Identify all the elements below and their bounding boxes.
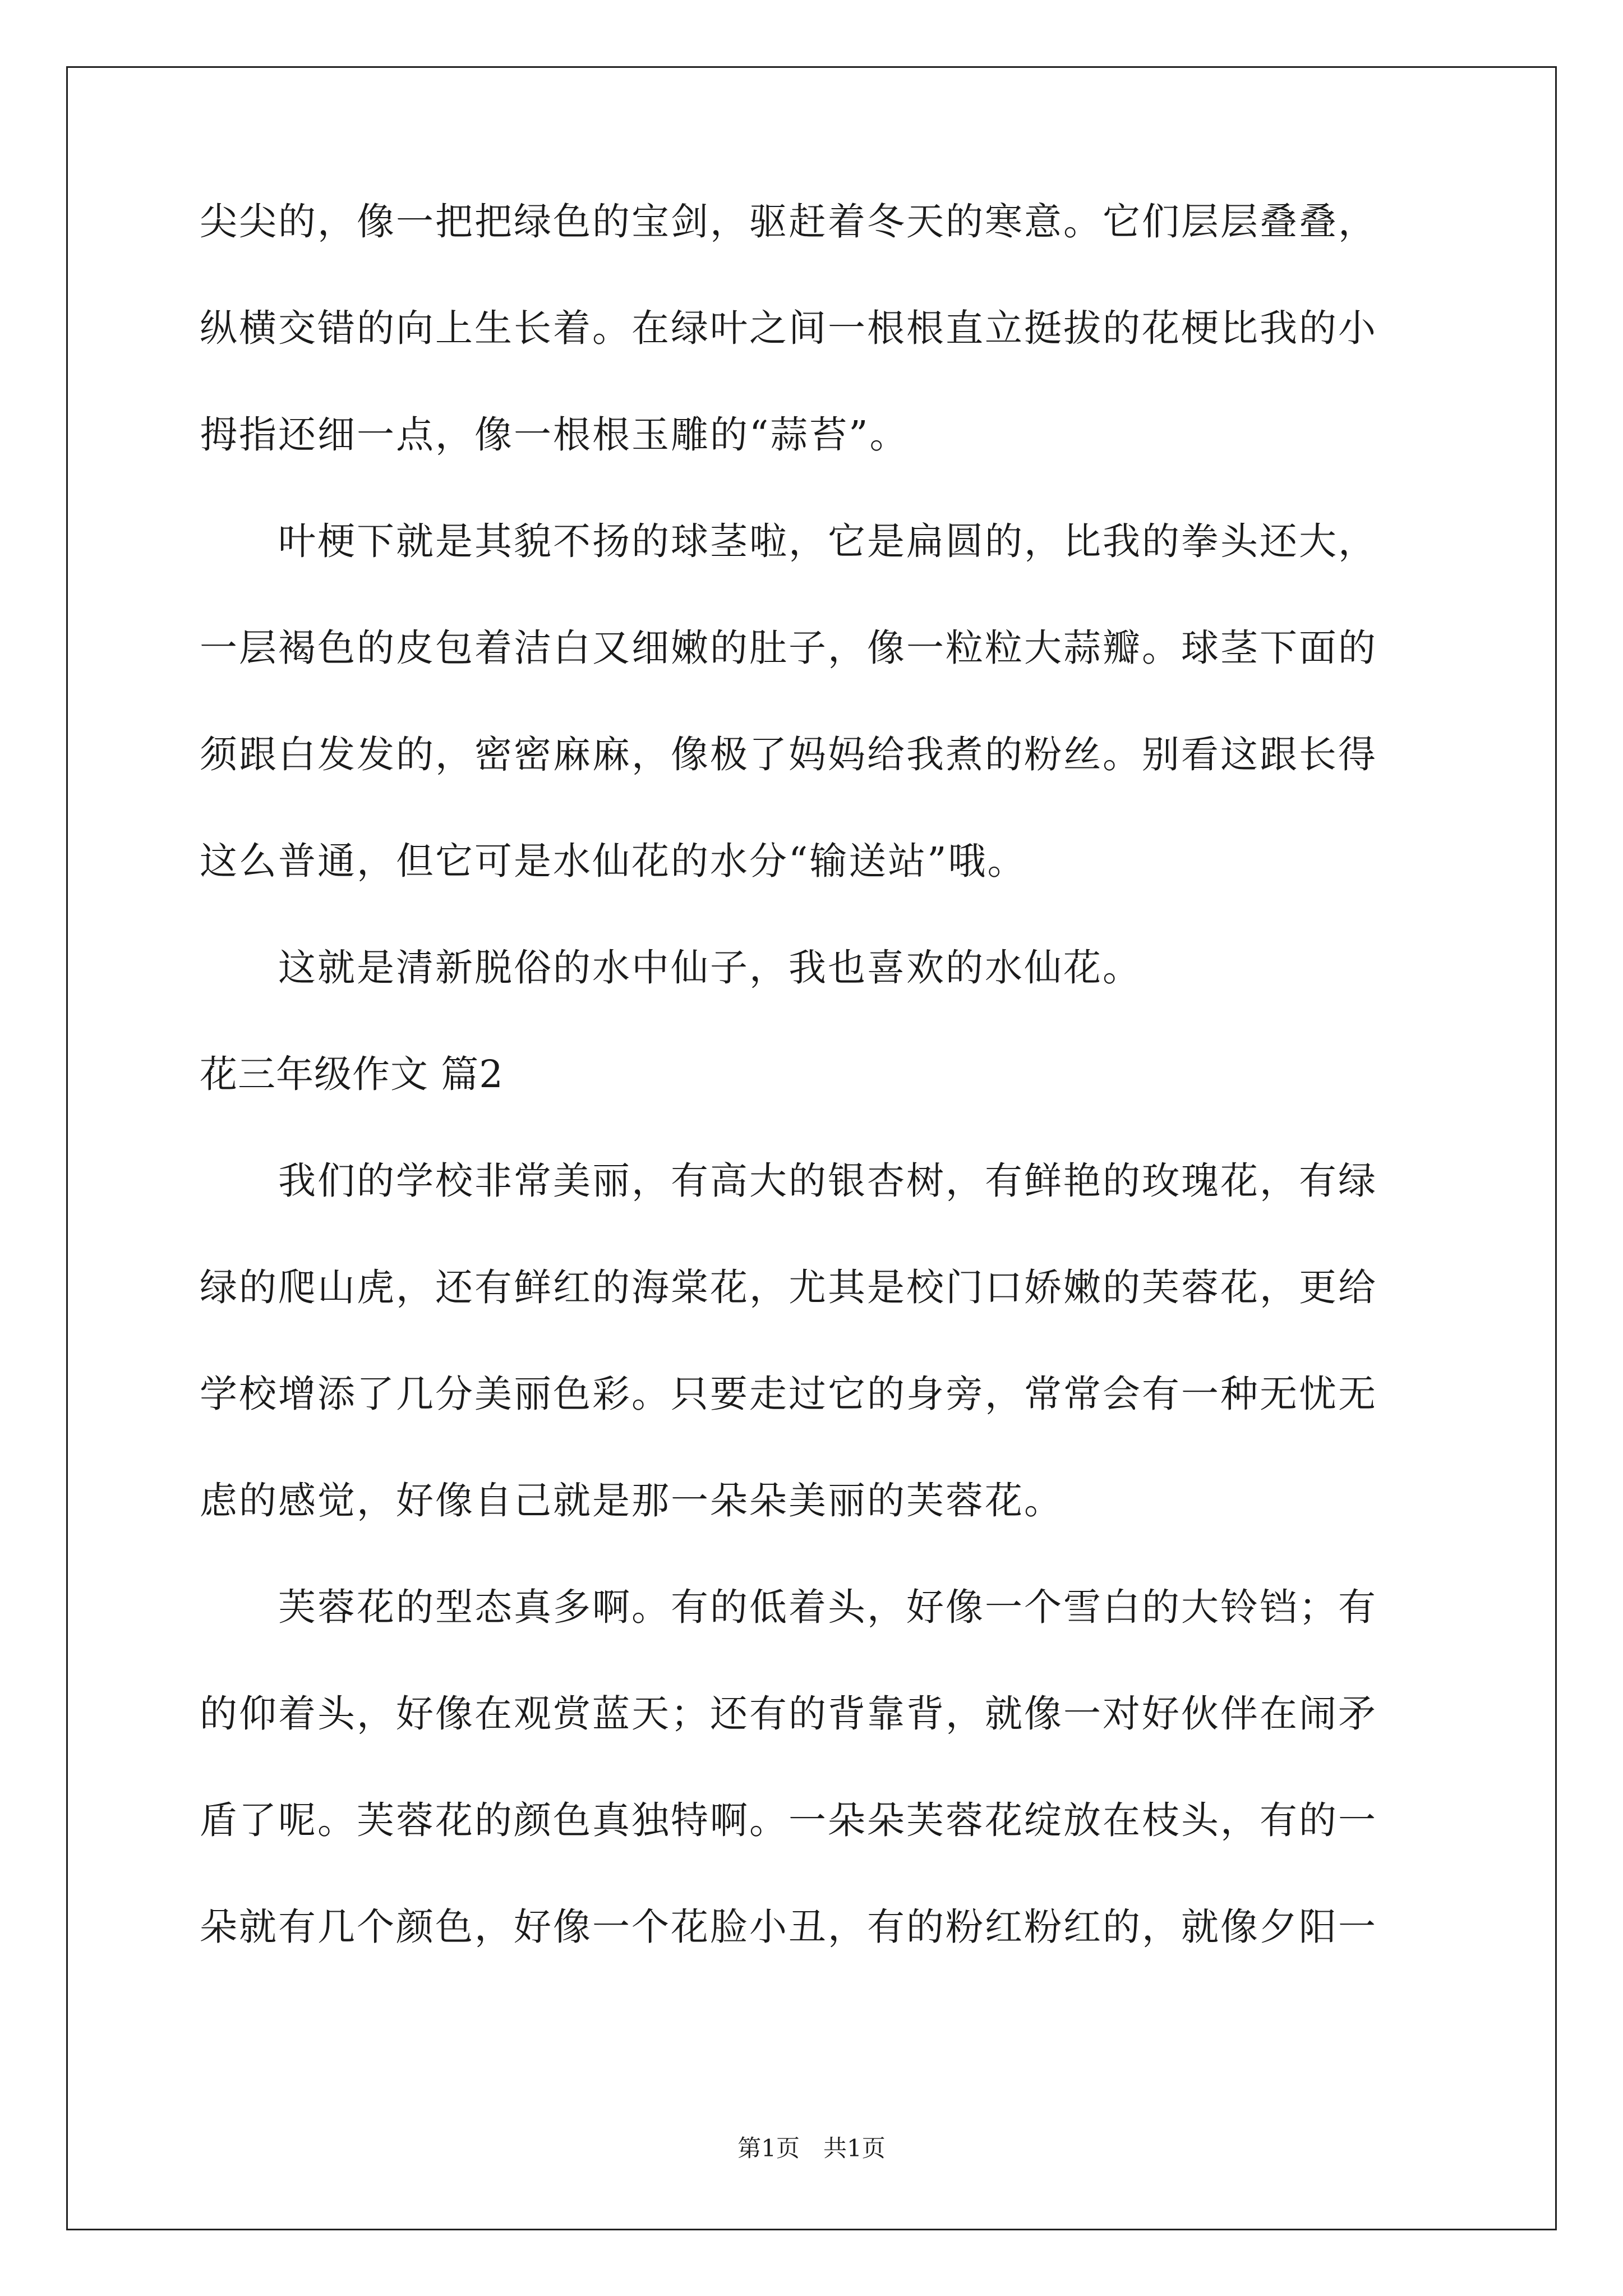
paragraph-start-line: 这就是清新脱俗的水中仙子，我也喜欢的水仙花。 [278,946,1142,990]
text-line: 朵就有几个颜色，好像一个花脸小丑，有的粉红粉红的，就像夕阳一 [200,1905,1377,1949]
paragraph-start-line: 芙蓉花的型态真多啊。有的低着头，好像一个雪白的大铃铛；有 [278,1585,1377,1629]
text-line: 学校增添了几分美丽色彩。只要走过它的身旁，常常会有一种无忧无 [200,1372,1377,1416]
text-line: 盾了呢。芙蓉花的颜色真独特啊。一朵朵芙蓉花绽放在枝头，有的一 [200,1798,1377,1842]
text-line: 拇指还细一点，像一根根玉雕的“蒜苔”。 [200,413,909,457]
text-line: 须跟白发发的，密密麻麻，像极了妈妈给我煮的粉丝。别看这跟长得 [200,733,1377,776]
paragraph-start-line: 叶梗下就是其貌不扬的球茎啦，它是扁圆的，比我的拳头还大， [278,519,1377,563]
page-number-footer: 第1页 共1页 [737,2134,886,2162]
text-line: 虑的感觉，好像自己就是那一朵朵美丽的芙蓉花。 [200,1479,1063,1522]
paragraph-start-line: 我们的学校非常美丽，有高大的银杏树，有鲜艳的玫瑰花，有绿 [278,1159,1377,1203]
section-heading: 花三年级作文 篇2 [200,1052,504,1096]
text-line: 纵横交错的向上生长着。在绿叶之间一根根直立挺拔的花梗比我的小 [200,306,1377,350]
text-line: 尖尖的，像一把把绿色的宝剑，驱赶着冬天的寒意。它们层层叠叠， [200,200,1377,243]
text-line: 这么普通，但它可是水仙花的水分“输送站”哦。 [200,839,1027,883]
text-line: 一层褐色的皮包着洁白又细嫩的肚子，像一粒粒大蒜瓣。球茎下面的 [200,626,1377,670]
document-body [200,199,1433,2011]
text-line: 绿的爬山虎，还有鲜红的海棠花，尤其是校门口娇嫩的芙蓉花，更给 [200,1266,1377,1309]
text-line: 的仰着头，好像在观赏蓝天；还有的背靠背，就像一对好伙伴在闹矛 [200,1692,1377,1736]
